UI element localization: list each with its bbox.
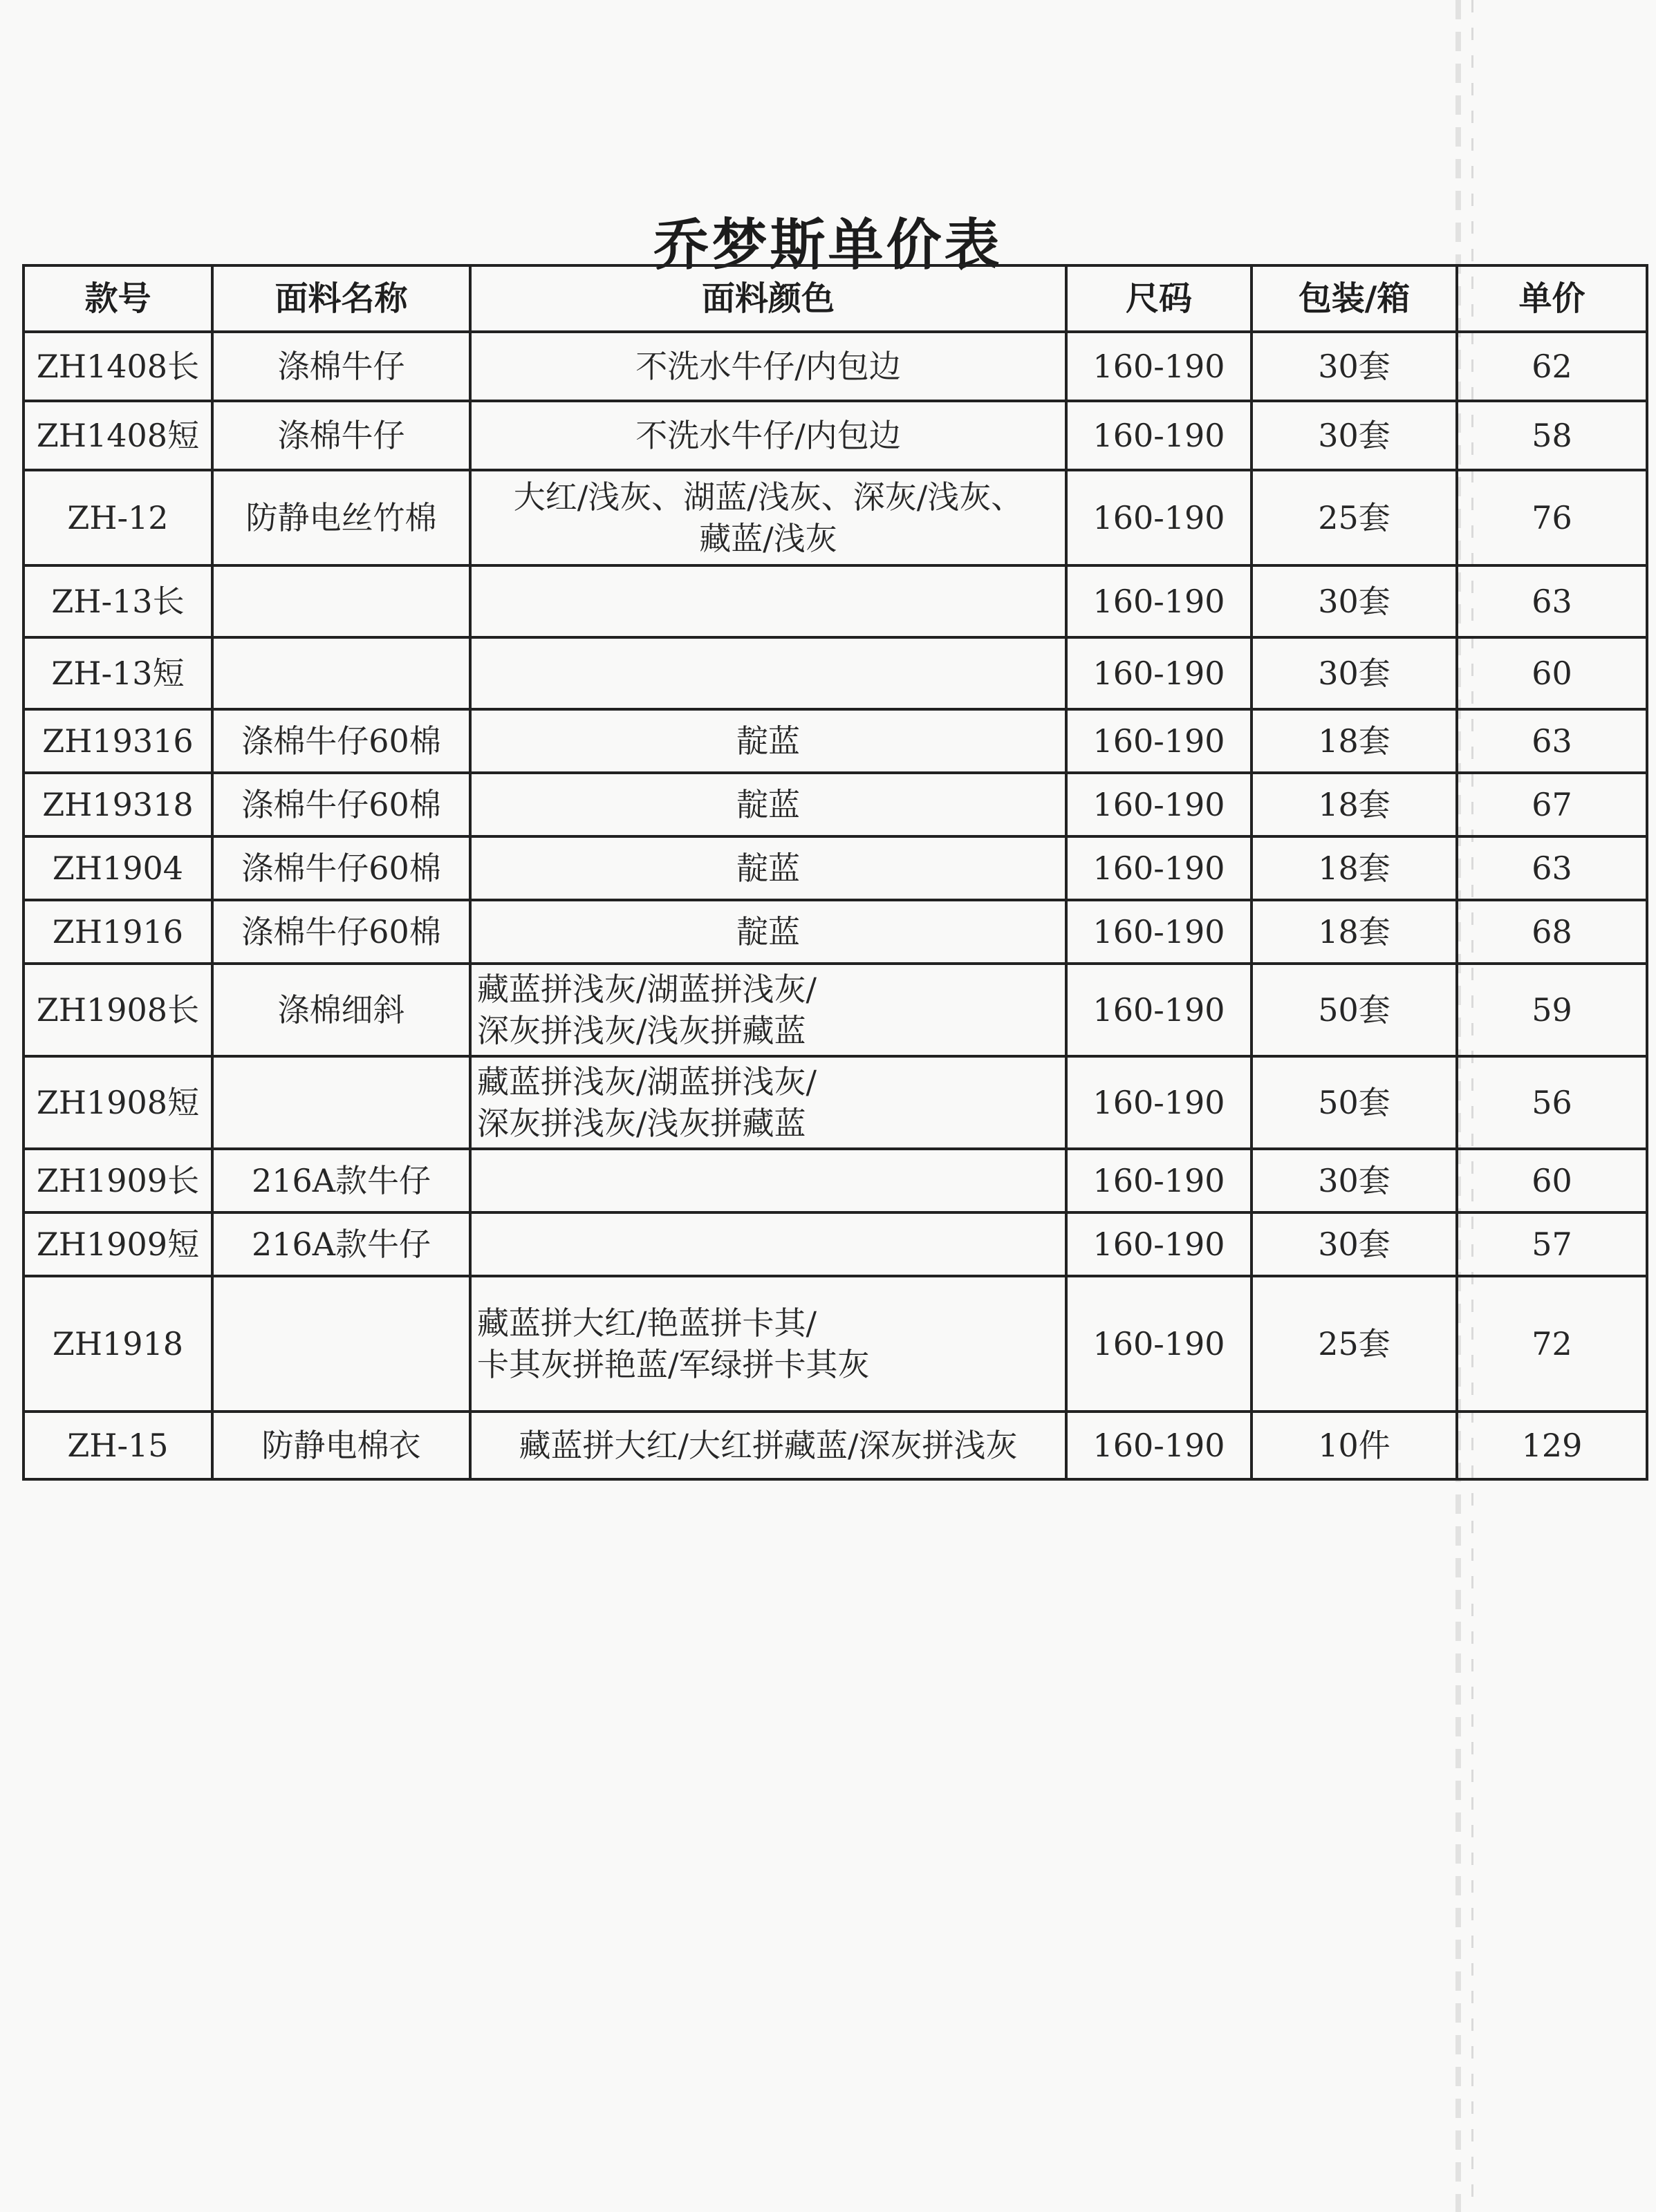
- color-line: 深灰拼浅灰/浅灰拼藏蓝: [477, 1012, 806, 1049]
- cell-code: ZH1918: [24, 1276, 212, 1412]
- color-line: 藏蓝拼浅灰/湖蓝拼浅灰/: [477, 971, 817, 1008]
- table-row: [24, 1212, 1647, 1276]
- cell-code: ZH1408长: [24, 332, 212, 401]
- cell-size: 160-190: [1066, 836, 1252, 900]
- cell-size: 160-190: [1066, 1056, 1252, 1149]
- cell-code: ZH1909短: [24, 1212, 212, 1276]
- cell-fabric: 防静电棉衣: [212, 1412, 470, 1479]
- cell-color: [470, 565, 1066, 637]
- cell-size: 160-190: [1066, 1412, 1252, 1479]
- header-fabric: 面料名称: [212, 265, 470, 332]
- cell-price: 76: [1457, 470, 1647, 565]
- cell-size: 160-190: [1066, 709, 1252, 773]
- color-line: 深灰拼浅灰/浅灰拼藏蓝: [477, 1105, 806, 1142]
- color-line: 靛蓝: [736, 913, 800, 950]
- header-price: 单价: [1457, 265, 1647, 332]
- table-row: [24, 401, 1647, 470]
- cell-color: [470, 1056, 1066, 1149]
- cell-price: 58: [1457, 401, 1647, 470]
- cell-fabric: 216A款牛仔: [212, 1212, 470, 1276]
- cell-size: 160-190: [1066, 964, 1252, 1056]
- cell-fabric: [212, 565, 470, 637]
- cell-fabric: 涤棉牛仔60棉: [212, 900, 470, 964]
- cell-fabric: 涤棉牛仔60棉: [212, 709, 470, 773]
- cell-pack: 25套: [1252, 1276, 1457, 1412]
- cell-size: 160-190: [1066, 401, 1252, 470]
- cell-pack: 30套: [1252, 1212, 1457, 1276]
- cell-code: ZH1908长: [24, 964, 212, 1056]
- price-table: [22, 264, 1648, 1481]
- cell-code: ZH19316: [24, 709, 212, 773]
- cell-pack: 10件: [1252, 1412, 1457, 1479]
- color-line: 不洗水牛仔/内包边: [635, 417, 901, 454]
- table-row: [24, 1412, 1647, 1479]
- cell-price: 72: [1457, 1276, 1647, 1412]
- cell-code: ZH1908短: [24, 1056, 212, 1149]
- cell-pack: 30套: [1252, 565, 1457, 637]
- color-line: 不洗水牛仔/内包边: [635, 348, 901, 385]
- cell-pack: 18套: [1252, 773, 1457, 836]
- color-line: 大红/浅灰、湖蓝/浅灰、深灰/浅灰、: [513, 478, 1023, 516]
- cell-color: [470, 401, 1066, 470]
- color-line: 靛蓝: [736, 850, 800, 887]
- cell-color: [470, 1149, 1066, 1212]
- cell-pack: 30套: [1252, 401, 1457, 470]
- cell-fabric: 216A款牛仔: [212, 1149, 470, 1212]
- cell-pack: 25套: [1252, 470, 1457, 565]
- cell-size: 160-190: [1066, 637, 1252, 709]
- cell-code: ZH-12: [24, 470, 212, 565]
- cell-color: [470, 900, 1066, 964]
- cell-color: [470, 709, 1066, 773]
- cell-code: ZH1916: [24, 900, 212, 964]
- cell-code: ZH1408短: [24, 401, 212, 470]
- table-row: [24, 332, 1647, 401]
- cell-price: 63: [1457, 836, 1647, 900]
- cell-color: [470, 1212, 1066, 1276]
- cell-price: 67: [1457, 773, 1647, 836]
- cell-pack: 30套: [1252, 332, 1457, 401]
- table-row: [24, 637, 1647, 709]
- color-line: 卡其灰拼艳蓝/军绿拼卡其灰: [477, 1346, 870, 1383]
- color-line: 藏蓝拼浅灰/湖蓝拼浅灰/: [477, 1063, 817, 1100]
- cell-fabric: 涤棉牛仔: [212, 332, 470, 401]
- cell-price: 60: [1457, 1149, 1647, 1212]
- cell-code: ZH19318: [24, 773, 212, 836]
- color-line: 藏蓝拼大红/艳蓝拼卡其/: [477, 1304, 817, 1342]
- header-color: 面料颜色: [470, 265, 1066, 332]
- header-row: [24, 265, 1647, 332]
- cell-fabric: 涤棉牛仔60棉: [212, 773, 470, 836]
- cell-size: 160-190: [1066, 1212, 1252, 1276]
- cell-color: [470, 964, 1066, 1056]
- cell-pack: 18套: [1252, 900, 1457, 964]
- document-title: 乔梦斯单价表: [653, 212, 1003, 277]
- cell-color: [470, 1276, 1066, 1412]
- table-row: [24, 709, 1647, 773]
- cell-price: 63: [1457, 565, 1647, 637]
- cell-code: ZH1909长: [24, 1149, 212, 1212]
- cell-price: 57: [1457, 1212, 1647, 1276]
- color-line: 藏蓝拼大红/大红拼藏蓝/深灰拼浅灰: [519, 1427, 1018, 1464]
- cell-pack: 50套: [1252, 964, 1457, 1056]
- cell-size: 160-190: [1066, 470, 1252, 565]
- color-line: 藏蓝/浅灰: [699, 520, 837, 557]
- cell-fabric: [212, 1276, 470, 1412]
- cell-color: [470, 332, 1066, 401]
- table-row: [24, 1149, 1647, 1212]
- header-pack: 包装/箱: [1252, 265, 1457, 332]
- color-line: 靛蓝: [736, 722, 800, 760]
- cell-pack: 30套: [1252, 637, 1457, 709]
- cell-price: 129: [1457, 1412, 1647, 1479]
- cell-code: ZH-13长: [24, 565, 212, 637]
- cell-code: ZH-15: [24, 1412, 212, 1479]
- cell-code: ZH-13短: [24, 637, 212, 709]
- cell-pack: 50套: [1252, 1056, 1457, 1149]
- cell-size: 160-190: [1066, 773, 1252, 836]
- cell-price: 56: [1457, 1056, 1647, 1149]
- cell-size: 160-190: [1066, 1276, 1252, 1412]
- table-row: [24, 1276, 1647, 1412]
- table-row: [24, 900, 1647, 964]
- cell-color: [470, 637, 1066, 709]
- cell-fabric: 防静电丝竹棉: [212, 470, 470, 565]
- cell-price: 68: [1457, 900, 1647, 964]
- cell-fabric: 涤棉细斜: [212, 964, 470, 1056]
- cell-pack: 30套: [1252, 1149, 1457, 1212]
- cell-color: [470, 836, 1066, 900]
- cell-color: [470, 1412, 1066, 1479]
- cell-size: 160-190: [1066, 565, 1252, 637]
- cell-price: 60: [1457, 637, 1647, 709]
- header-size: 尺码: [1066, 265, 1252, 332]
- cell-pack: 18套: [1252, 709, 1457, 773]
- table-row: [24, 773, 1647, 836]
- cell-pack: 18套: [1252, 836, 1457, 900]
- cell-fabric: [212, 637, 470, 709]
- cell-color: [470, 773, 1066, 836]
- cell-price: 62: [1457, 332, 1647, 401]
- table-row: [24, 1056, 1647, 1149]
- table-row: [24, 470, 1647, 565]
- cell-fabric: 涤棉牛仔: [212, 401, 470, 470]
- table-row: [24, 565, 1647, 637]
- cell-fabric: 涤棉牛仔60棉: [212, 836, 470, 900]
- cell-fabric: [212, 1056, 470, 1149]
- color-line: 靛蓝: [736, 786, 800, 823]
- header-code: 款号: [24, 265, 212, 332]
- table-row: [24, 964, 1647, 1056]
- cell-color: [470, 470, 1066, 565]
- cell-price: 63: [1457, 709, 1647, 773]
- cell-size: 160-190: [1066, 332, 1252, 401]
- cell-size: 160-190: [1066, 1149, 1252, 1212]
- cell-code: ZH1904: [24, 836, 212, 900]
- cell-size: 160-190: [1066, 900, 1252, 964]
- cell-price: 59: [1457, 964, 1647, 1056]
- table-row: [24, 836, 1647, 900]
